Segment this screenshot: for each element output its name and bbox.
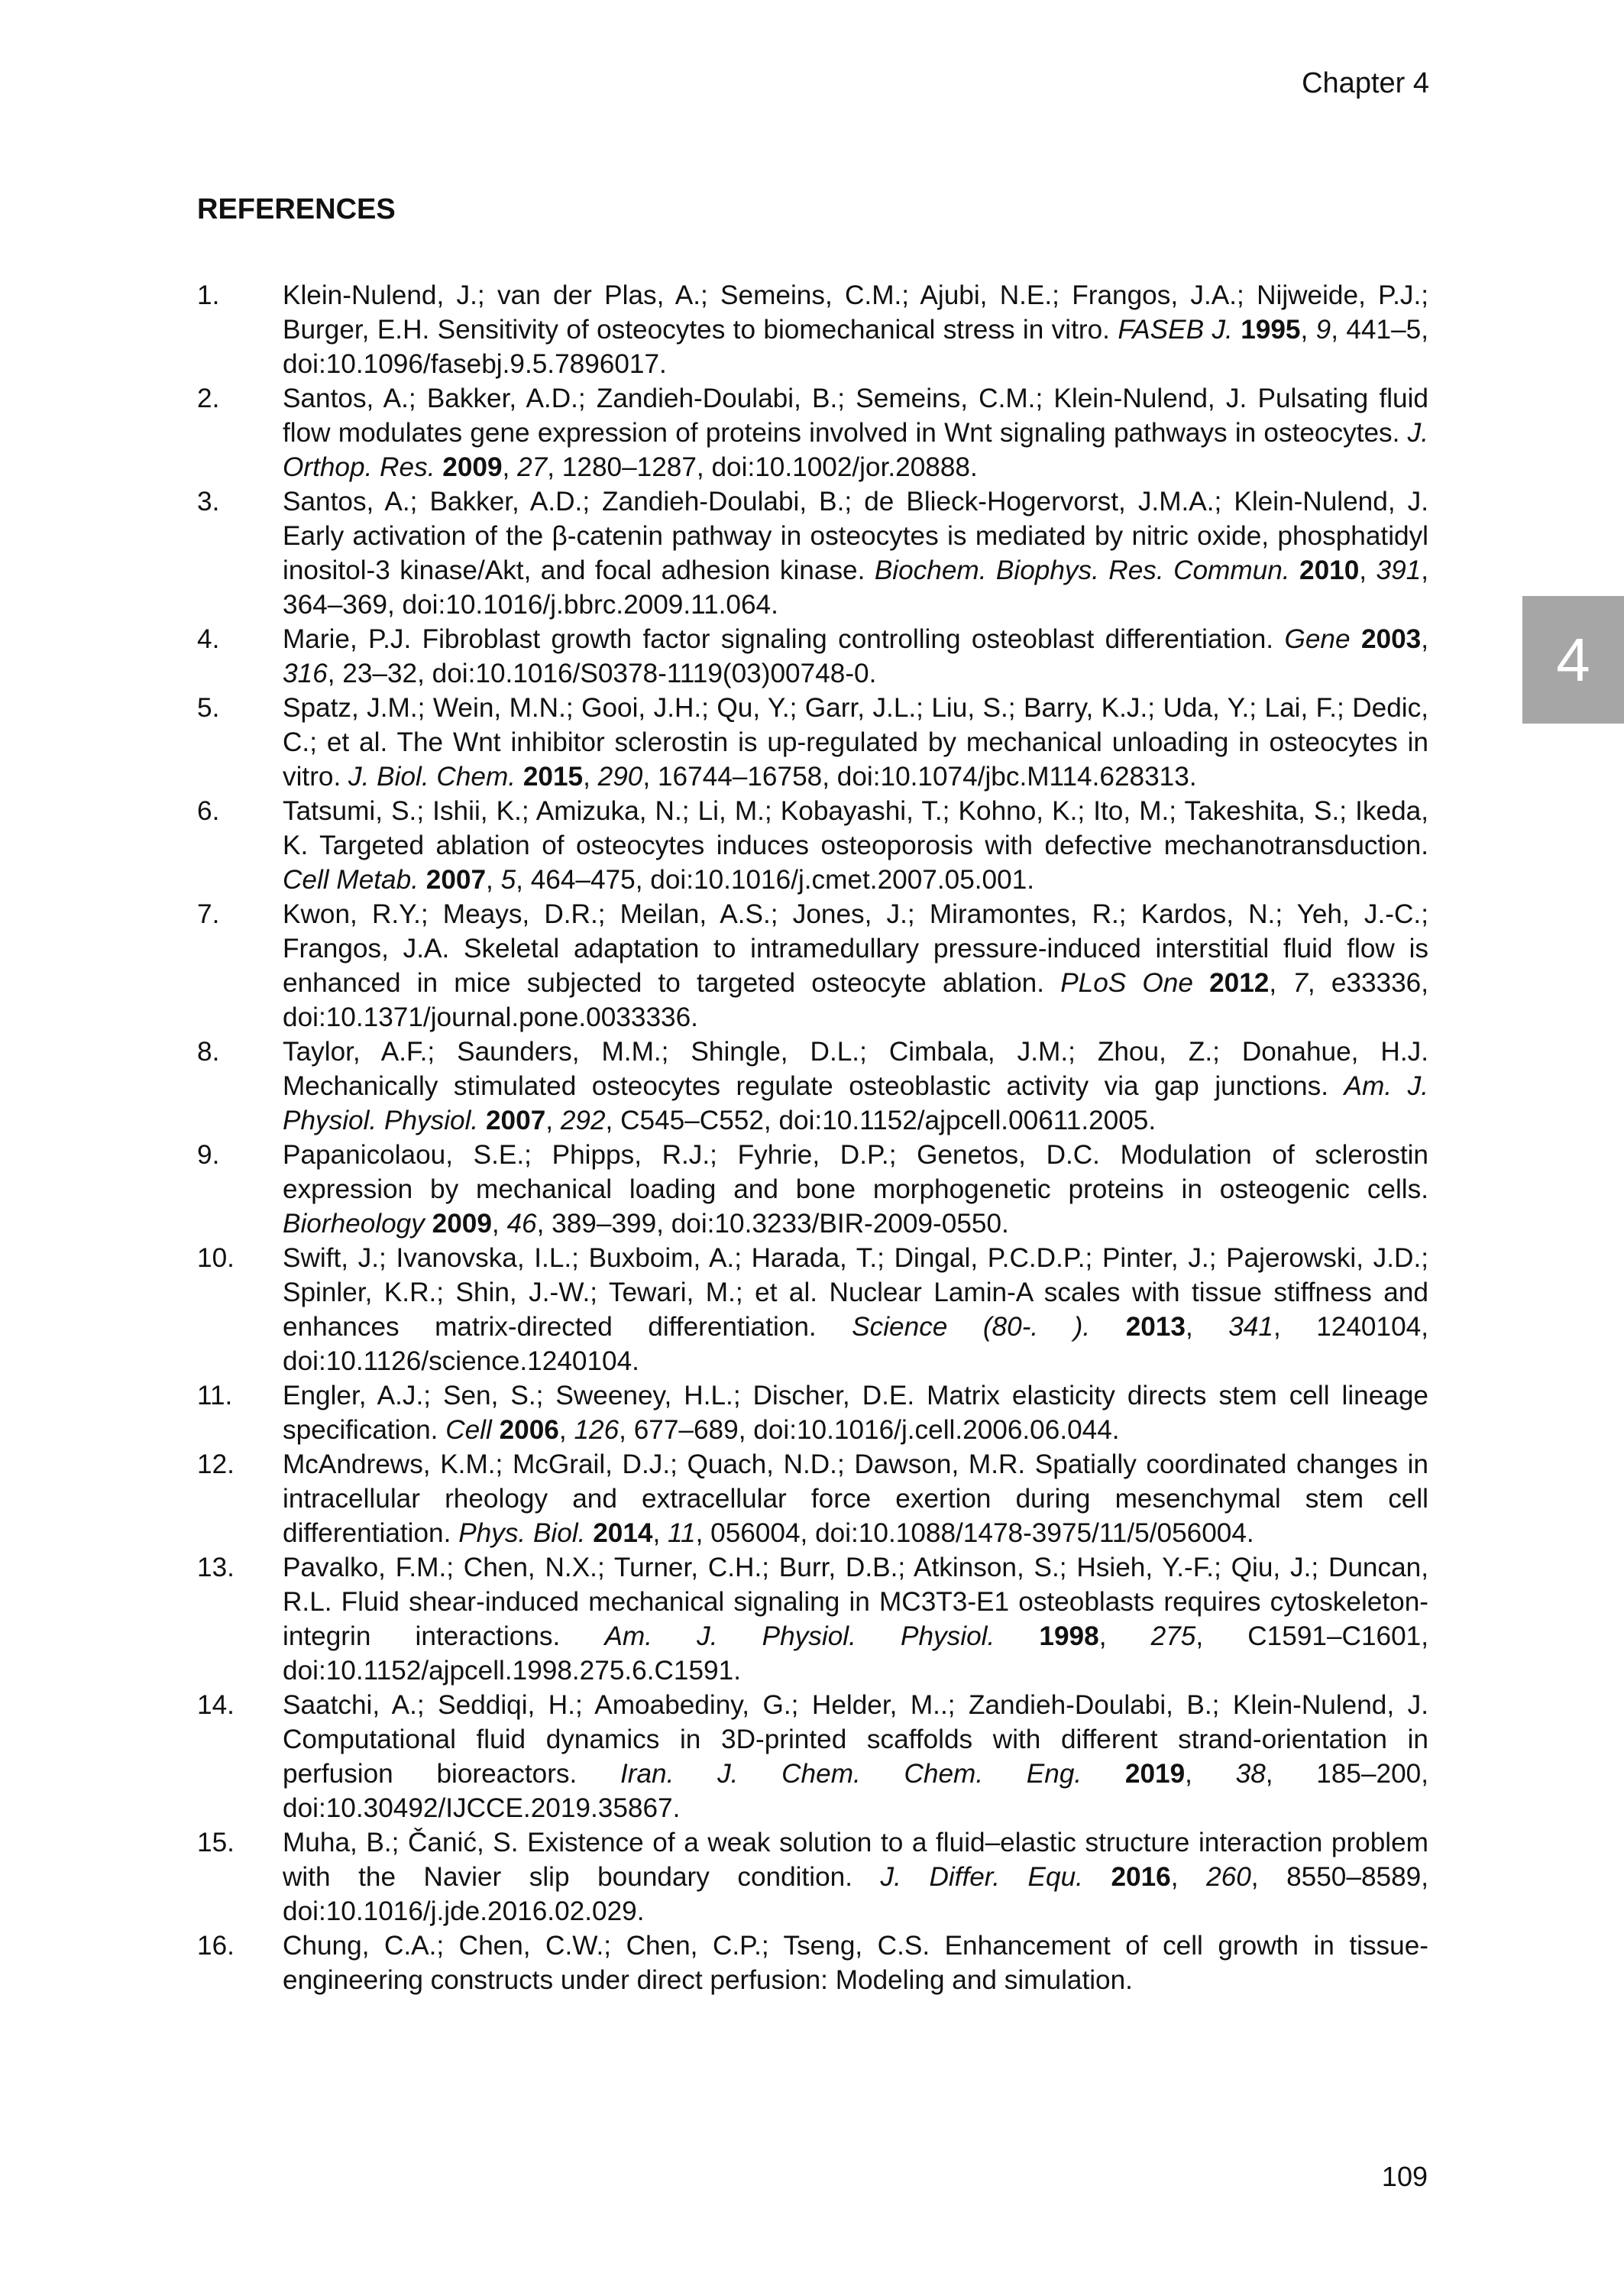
reference-segment: Swift, J.; Ivanovska, I.L.; Buxboim, A.; Harada, T.; Dingal, P.C.D.P.; Pinter, J.; Pajerowski, J.D.; Spinler, K.R.; Shin, J.-W.; Tewari, M.; et al. Nuclear Lamin-A scales with tissue stiffness and enhances matrix-directed differentiation. — [283, 1243, 1428, 1342]
reference-text — [283, 1690, 1428, 1823]
reference-text — [283, 1553, 1428, 1686]
reference-journal-or-volume: 46 — [506, 1209, 537, 1239]
page-number: 109 — [1381, 2161, 1428, 2192]
reference-segment — [1083, 1862, 1111, 1892]
reference-segment: , C1591–C1601, doi:10.1152/ajpcell.1998.275.6.C1591. — [283, 1621, 1428, 1686]
reference-segment: , 389–399, doi:10.3233/BIR-2009-0550. — [536, 1209, 1009, 1239]
reference-year: 1995 — [1241, 315, 1301, 345]
reference-segment: Saatchi, A.; Seddiqi, H.; Amoabediny, G.; Helder, M..; Zandieh-Doulabi, B.; Klein-Nulend, J. Computational fluid dynamics in 3D-printed scaffolds with different strand-orientation in perfusion bioreactors. — [283, 1690, 1428, 1789]
reference-segment: , 8550–8589, doi:10.1016/j.jde.2016.02.029. — [283, 1862, 1428, 1926]
reference-year: 2013 — [1125, 1312, 1186, 1342]
reference-segment — [1233, 315, 1241, 345]
reference-year: 2016 — [1111, 1862, 1171, 1892]
reference-segment: , 677–689, doi:10.1016/j.cell.2006.06.044. — [619, 1415, 1120, 1445]
reference-segment: , C545–C552, doi:10.1152/ajpcell.00611.2005. — [605, 1106, 1157, 1135]
reference-segment: , — [1170, 1862, 1207, 1892]
reference-segment: , 1240104, doi:10.1126/science.1240104. — [283, 1312, 1428, 1376]
reference-segment: Klein-Nulend, J.; van der Plas, A.; Semeins, C.M.; Ajubi, N.E.; Frangos, J.A.; Nijweide, P.J.; Burger, E.H. Sensitivity of osteocytes to biomechanical stress in vitro. — [283, 280, 1428, 345]
reference-text — [283, 384, 1428, 482]
reference-segment: , 185–200, doi:10.30492/IJCCE.2019.35867. — [283, 1759, 1429, 1823]
chapter-header: Chapter 4 — [1302, 67, 1429, 99]
reference-year: 2019 — [1124, 1759, 1186, 1789]
reference-number: 5. — [197, 693, 220, 723]
reference-item — [197, 897, 1428, 1035]
reference-segment — [516, 762, 523, 792]
reference-segment: , — [1185, 1759, 1236, 1789]
reference-segment — [425, 1209, 432, 1239]
reference-journal-or-volume: Biorheology — [283, 1209, 425, 1239]
reference-segment: , — [1098, 1621, 1151, 1651]
reference-journal-or-volume: 7 — [1292, 968, 1308, 998]
reference-item — [197, 1929, 1428, 1997]
reference-journal-or-volume: FASEB J. — [1118, 315, 1233, 345]
reference-item — [197, 622, 1428, 691]
reference-year: 2010 — [1299, 555, 1360, 585]
reference-segment — [585, 1518, 593, 1548]
reference-journal-or-volume: 9 — [1315, 315, 1331, 345]
reference-item — [197, 1688, 1428, 1825]
reference-segment: Marie, P.J. Fibroblast growth factor signaling controlling osteoblast differentiation. — [283, 624, 1285, 654]
reference-journal-or-volume: 391 — [1376, 555, 1422, 585]
reference-year: 2014 — [593, 1518, 653, 1548]
reference-segment: , — [558, 1415, 574, 1445]
reference-number: 9. — [197, 1140, 220, 1170]
reference-journal-or-volume: 11 — [668, 1518, 696, 1548]
reference-segment: McAndrews, K.M.; McGrail, D.J.; Quach, N.D.; Dawson, M.R. Spatially coordinated changes in intracellular rheology and extracellular force exertion during mesenchymal stem cell differentiation. — [283, 1449, 1428, 1548]
reference-segment: Engler, A.J.; Sen, S.; Sweeney, H.L.; Discher, D.E. Matrix elasticity directs stem cell lineage specification. — [283, 1381, 1428, 1445]
reference-text — [283, 1449, 1428, 1548]
reference-item — [197, 278, 1428, 381]
reference-segment: , — [545, 1106, 561, 1135]
reference-segment: , — [583, 762, 598, 792]
reference-item — [197, 691, 1428, 794]
reference-journal-or-volume: Am. J. Physiol. Physiol. — [283, 1071, 1428, 1135]
reference-segment: , — [1185, 1312, 1229, 1342]
reference-segment: , — [1359, 555, 1377, 585]
reference-journal-or-volume: J. Orthop. Res. — [283, 418, 1428, 482]
reference-segment: , — [652, 1518, 668, 1548]
reference-journal-or-volume: PLoS One — [1060, 968, 1193, 998]
reference-text — [283, 899, 1428, 1032]
reference-journal-or-volume: 290 — [597, 762, 643, 792]
reference-journal-or-volume: 126 — [574, 1415, 620, 1445]
reference-segment: , — [486, 865, 501, 895]
reference-text — [283, 796, 1428, 895]
reference-journal-or-volume: Iran. J. Chem. Chem. Eng. — [620, 1759, 1082, 1789]
reference-number: 2. — [197, 384, 220, 413]
reference-item — [197, 381, 1428, 484]
reference-item — [197, 1825, 1428, 1929]
reference-text — [283, 624, 1428, 688]
reference-journal-or-volume: Gene — [1284, 624, 1351, 654]
reference-text — [283, 693, 1428, 792]
reference-journal-or-volume: J. Differ. Equ. — [880, 1862, 1083, 1892]
reference-year: 2007 — [425, 865, 487, 895]
reference-number: 8. — [197, 1037, 220, 1067]
reference-journal-or-volume: 292 — [560, 1106, 606, 1135]
reference-item — [197, 1035, 1428, 1138]
reference-number: 13. — [197, 1553, 235, 1582]
reference-journal-or-volume: 316 — [283, 659, 328, 688]
reference-segment: Pavalko, F.M.; Chen, N.X.; Turner, C.H.; Burr, D.B.; Atkinson, S.; Hsieh, Y.-F.; Qiu, J.; Duncan, R.L. Fluid shear-induced mechanical signaling in MC3T3-E1 osteoblasts requires cytoskeleton-integrin interactions. — [283, 1553, 1428, 1651]
reference-segment: Spatz, J.M.; Wein, M.N.; Gooi, J.H.; Qu, Y.; Garr, J.L.; Liu, S.; Barry, K.J.; Uda, Y.; Lai, F.; Dedic, C.; et al. The Wnt inhibitor sclerostin is up-regulated by mechanical unloading in osteocytes in vitro. — [283, 693, 1428, 792]
reference-segment: , 441–5, doi:10.1096/fasebj.9.5.7896017. — [283, 315, 1428, 379]
reference-journal-or-volume: 275 — [1150, 1621, 1196, 1651]
reference-segment: Kwon, R.Y.; Meays, D.R.; Meilan, A.S.; Jones, J.; Miramontes, R.; Kardos, N.; Yeh, J.-C.; Frangos, J.A. Skeletal adaptation to intramedullary pressure-induced interstitial fluid flow is enhanced in mice subjected to targeted osteocyte ablation. — [283, 899, 1428, 998]
reference-segment: , 23–32, doi:10.1016/S0378-1119(03)00748-0. — [327, 659, 877, 688]
reference-segment — [435, 452, 442, 482]
reference-journal-or-volume: Phys. Biol. — [458, 1518, 586, 1548]
reference-number: 11. — [197, 1381, 233, 1410]
reference-segment — [1351, 624, 1361, 654]
reference-segment: Santos, A.; Bakker, A.D.; Zandieh-Doulabi, B.; de Blieck-Hogervorst, J.M.A.; Klein-Nulend, J. Early activation of the β-catenin pathway in osteocytes is mediated by nitric oxide, phosphatidyl inositol-3 kinase/Akt, and focal adhesion kinase. — [283, 487, 1428, 585]
reference-item — [197, 1447, 1428, 1550]
reference-list — [197, 278, 1428, 1997]
reference-segment — [1090, 1312, 1126, 1342]
reference-journal-or-volume: 27 — [517, 452, 548, 482]
reference-segment: , — [491, 1209, 507, 1239]
reference-segment: , 056004, doi:10.1088/1478-3975/11/5/056004. — [695, 1518, 1254, 1548]
reference-journal-or-volume: J. Biol. Chem. — [348, 762, 516, 792]
reference-year: 2015 — [522, 762, 584, 792]
reference-number: 14. — [197, 1690, 235, 1720]
reference-number: 3. — [197, 487, 220, 517]
reference-year: 2009 — [432, 1209, 492, 1239]
reference-journal-or-volume: Cell — [445, 1415, 492, 1445]
reference-segment: , e33336, doi:10.1371/journal.pone.0033336. — [283, 968, 1429, 1032]
reference-journal-or-volume: 5 — [500, 865, 516, 895]
reference-number: 16. — [197, 1931, 235, 1961]
reference-text — [283, 1828, 1428, 1926]
reference-number: 7. — [197, 899, 220, 929]
reference-number: 6. — [197, 796, 220, 826]
reference-segment: Muha, B.; Čanić, S. Existence of a weak solution to a fluid–elastic structure interaction problem with the Navier slip boundary condition. — [283, 1828, 1428, 1892]
reference-text — [283, 1140, 1428, 1239]
reference-journal-or-volume: Cell Metab. — [283, 865, 419, 895]
reference-journal-or-volume: Am. J. Physiol. Physiol. — [604, 1621, 995, 1651]
section-title: REFERENCES — [197, 193, 396, 225]
reference-segment: , 464–475, doi:10.1016/j.cmet.2007.05.001. — [516, 865, 1035, 895]
reference-item — [197, 794, 1428, 897]
reference-text — [283, 1243, 1428, 1376]
reference-segment: , — [502, 452, 518, 482]
reference-segment: , — [1421, 624, 1429, 654]
reference-text — [283, 1037, 1428, 1135]
reference-segment: Santos, A.; Bakker, A.D.; Zandieh-Doulabi, B.; Semeins, C.M.; Klein-Nulend, J. Pulsating fluid flow modulates gene expression of proteins involved in Wnt signaling pathways in osteocytes. — [283, 384, 1428, 448]
reference-segment — [492, 1415, 500, 1445]
reference-number: 1. — [197, 280, 220, 310]
reference-item — [197, 1550, 1428, 1688]
chapter-tab: 4 — [1522, 596, 1624, 724]
reference-number: 12. — [197, 1449, 235, 1479]
reference-item — [197, 1241, 1428, 1378]
reference-journal-or-volume: 38 — [1235, 1759, 1266, 1789]
reference-year: 2007 — [485, 1106, 546, 1135]
reference-year: 2006 — [499, 1415, 559, 1445]
reference-segment: Taylor, A.F.; Saunders, M.M.; Shingle, D.L.; Cimbala, J.M.; Zhou, Z.; Donahue, H.J. Mechanically stimulated osteocytes regulate osteoblastic activity via gap junctions. — [283, 1037, 1428, 1101]
reference-text — [283, 1931, 1428, 1995]
reference-segment: Papanicolaou, S.E.; Phipps, R.J.; Fyhrie, D.P.; Genetos, D.C. Modulation of sclerostin expression by mechanical loading and bone morphogenetic proteins in osteogenic cells. — [283, 1140, 1428, 1204]
reference-segment — [1290, 555, 1299, 585]
reference-segment: , 1280–1287, doi:10.1002/jor.20888. — [547, 452, 978, 482]
reference-number: 15. — [197, 1828, 235, 1857]
reference-item — [197, 1378, 1428, 1447]
reference-year: 2009 — [442, 452, 503, 482]
reference-segment — [419, 865, 426, 895]
reference-year: 2012 — [1209, 968, 1270, 998]
reference-segment: Tatsumi, S.; Ishii, K.; Amizuka, N.; Li, M.; Kobayashi, T.; Kohno, K.; Ito, M.; Takeshita, S.; Ikeda, K. Targeted ablation of osteocytes induces osteoporosis with defective mechanotransduction. — [283, 796, 1428, 860]
reference-year: 1998 — [1039, 1621, 1099, 1651]
reference-item — [197, 1138, 1428, 1241]
reference-segment: Chung, C.A.; Chen, C.W.; Chen, C.P.; Tseng, C.S. Enhancement of cell growth in tissue-engineering constructs under direct perfusion: Modeling and simulation. — [283, 1931, 1428, 1995]
reference-journal-or-volume: Science (80-. ). — [852, 1312, 1091, 1342]
reference-year: 2003 — [1360, 624, 1422, 654]
reference-segment: , 364–369, doi:10.1016/j.bbrc.2009.11.064. — [283, 555, 1428, 620]
reference-journal-or-volume: Biochem. Biophys. Res. Commun. — [874, 555, 1290, 585]
reference-segment — [1193, 968, 1209, 998]
reference-segment — [1082, 1759, 1125, 1789]
reference-segment: , — [1269, 968, 1293, 998]
reference-segment — [478, 1106, 486, 1135]
reference-segment: , 16744–16758, doi:10.1074/jbc.M114.628313. — [642, 762, 1197, 792]
reference-item — [197, 484, 1428, 622]
reference-text — [283, 1381, 1428, 1445]
reference-segment — [995, 1621, 1039, 1651]
reference-number: 10. — [197, 1243, 235, 1273]
reference-text — [283, 280, 1428, 379]
reference-journal-or-volume: 341 — [1228, 1312, 1273, 1342]
reference-number: 4. — [197, 624, 220, 654]
reference-segment: , — [1300, 315, 1316, 345]
reference-text — [283, 487, 1428, 620]
reference-journal-or-volume: 260 — [1206, 1862, 1251, 1892]
